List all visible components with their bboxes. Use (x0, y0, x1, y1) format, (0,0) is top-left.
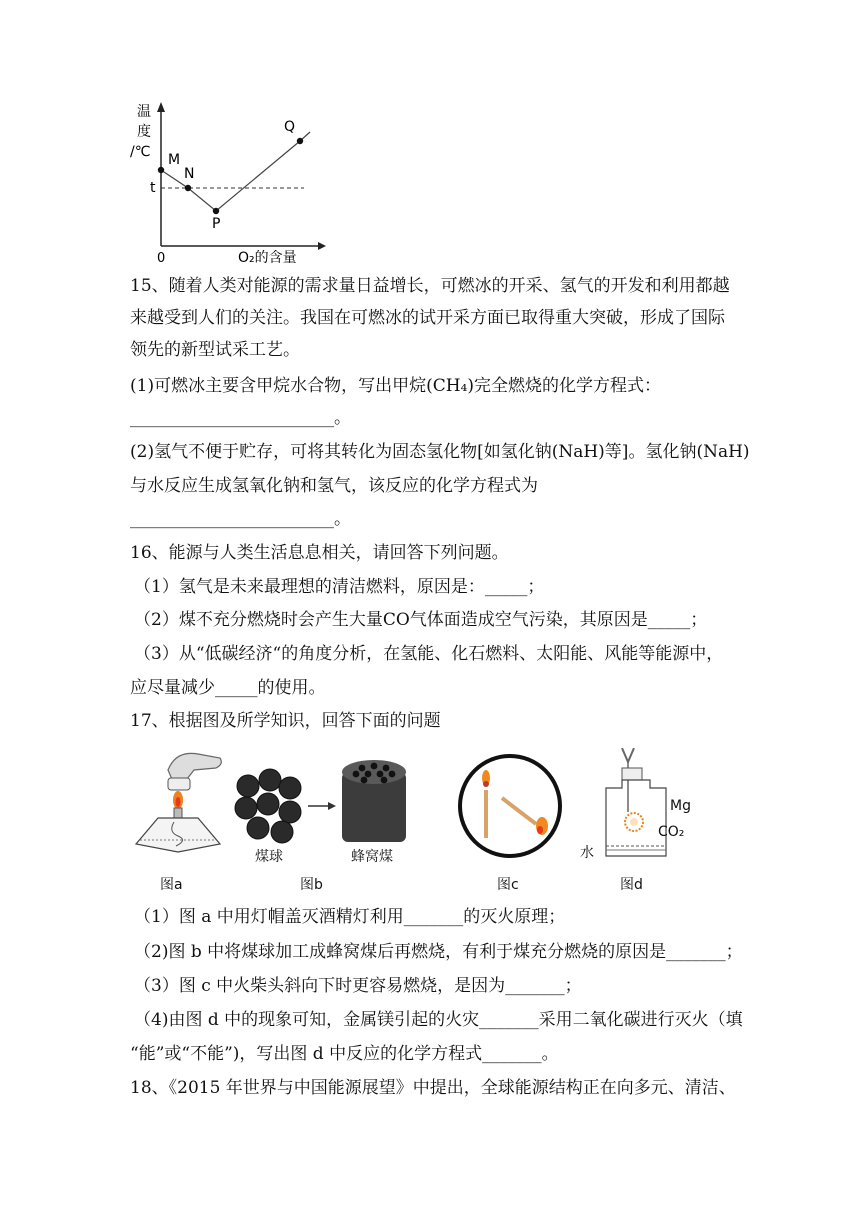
y-unit: /℃ (130, 144, 151, 160)
t-label: t (150, 180, 156, 196)
figure-d-caption: 图d (620, 877, 643, 893)
q16-line-5: 应尽量减少_____的使用。 (130, 678, 326, 698)
q17-line-2: （1）图 a 中用灯帽盖灭酒精灯利用_______的灭火原理； (134, 907, 566, 927)
figure-b-caption: 图b (300, 877, 323, 893)
q15-line-8: ________________________。 (130, 509, 351, 529)
honeycomb-coal-label: 蜂窝煤 (351, 849, 393, 865)
q15-line-7: 与水反应生成氢氧化钠和氢气，该反应的化学方程式为 (130, 476, 538, 496)
q15-line-1: 15、随着人类对能源的需求量日益增长，可燃冰的开采、氢气的开发和利用都越 (130, 276, 730, 296)
point-p-label: P (212, 216, 221, 232)
y-label-2: 度 (137, 124, 151, 140)
figure-c-caption: 图c (497, 877, 519, 893)
point-q-label: Q (284, 119, 296, 135)
q15-line-3: 领先的新型试采工艺。 (130, 340, 300, 360)
q17-line-4: （3）图 c 中火柴头斜向下时更容易燃烧，是因为_______； (134, 976, 582, 996)
q16-line-4: （3）从“低碳经济“的角度分析，在氢能、化石燃料、太阳能、风能等能源中， (134, 644, 724, 664)
x-axis-label: O₂的含量 (238, 250, 297, 266)
q16-line-3: （2）煤不充分燃烧时会产生大量CO气体面造成空气污染，其原因是_____； (134, 610, 708, 630)
point-m-label: M (168, 152, 181, 168)
co2-label: CO₂ (658, 824, 685, 840)
point-n-label: N (184, 166, 195, 182)
q16-line-2: （1）氢气是未来最理想的清洁燃料，原因是：_____； (134, 577, 545, 597)
q17-line-3: （2)图 b 中将煤球加工成蜂窝煤后再燃烧，有利于煤充分燃烧的原因是_______； (134, 942, 743, 962)
figure-d-mg-co2 (600, 748, 672, 868)
origin-label: 0 (157, 251, 166, 266)
figure-a-caption: 图a (160, 877, 183, 893)
q18-line-1: 18、《2015 年世界与中国能源展望》中提出，全球能源结构正在向多元、清洁、 (130, 1078, 736, 1098)
q17-line-5: （4)由图 d 中的现象可知，金属镁引起的火灾_______采用二氧化碳进行灭火（填 (134, 1010, 743, 1030)
coal-ball-label: 煤球 (255, 849, 283, 865)
mg-label: Mg (670, 798, 691, 814)
temperature-o2-graph (128, 98, 328, 268)
q15-line-4: (1)可燃冰主要含甲烷水合物，写出甲烷(CH₄)完全燃烧的化学方程式： (130, 376, 661, 396)
figure-c-matches (456, 750, 566, 862)
figure-b-coal (232, 756, 442, 856)
q15-line-5: ________________________。 (130, 408, 351, 428)
q15-line-6: (2)氢气不便于贮存，可将其转化为固态氢化物[如氢化钠(NaH)等]。氢化钠(NaH) (130, 442, 750, 462)
q16-line-1: 16、能源与人类生活息息相关，请回答下列问题。 (130, 543, 509, 563)
figure-a-alcohol-lamp (128, 748, 228, 868)
y-label-1: 温 (137, 104, 151, 120)
water-label: 水 (580, 845, 594, 861)
q17-line-6: “能”或“不能”)，写出图 d 中反应的化学方程式_______。 (130, 1044, 559, 1064)
q15-line-2: 来越受到人们的关注。我国在可燃冰的试开采方面已取得重大突破，形成了国际 (130, 308, 725, 328)
q17-line-1: 17、根据图及所学知识，回答下面的问题 (130, 711, 441, 731)
